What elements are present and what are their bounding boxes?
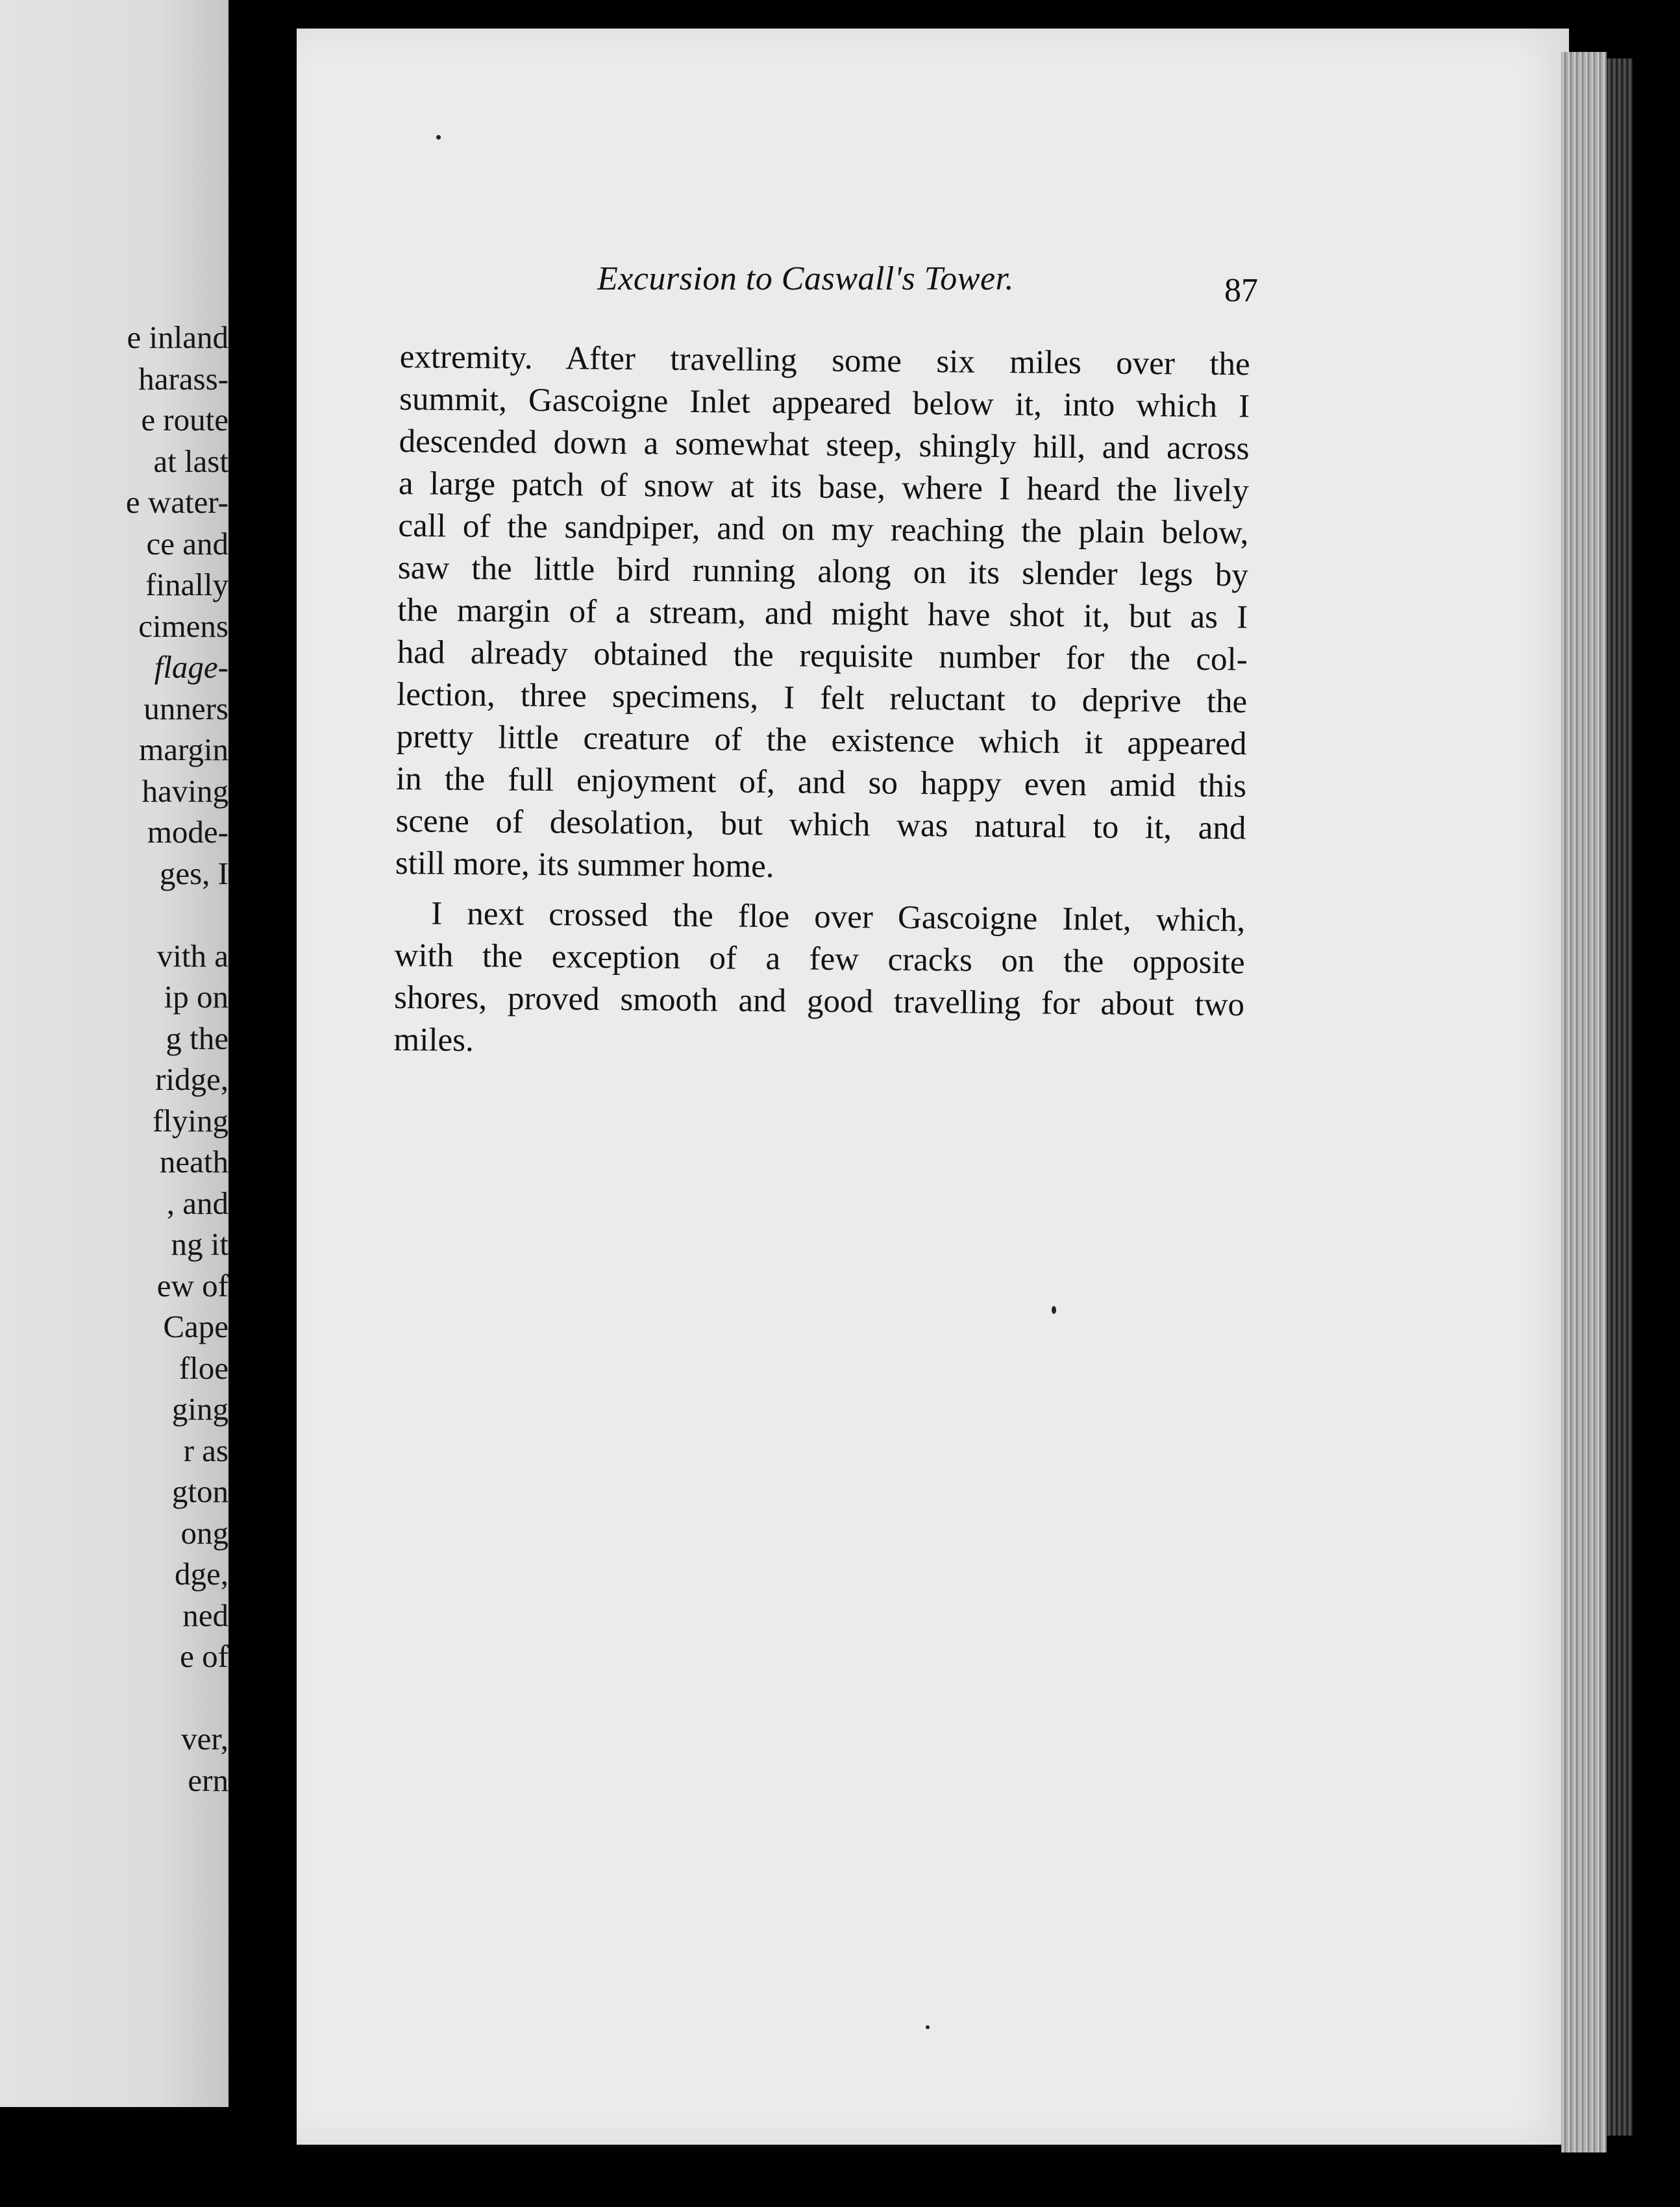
previous-page-line: unners (143, 690, 229, 726)
page-edges-shadow (1607, 58, 1633, 2136)
book-gutter (229, 0, 297, 2207)
previous-page-line: flage- (154, 649, 229, 685)
previous-page-line: cimens (138, 608, 229, 644)
text-line: with the exception of a few cracks on the opposite (394, 937, 1245, 981)
text-line: miles. (393, 1021, 475, 1059)
previous-page-line: e inland (127, 319, 229, 355)
previous-page-line: neath (159, 1144, 229, 1179)
ink-speck (1052, 1306, 1056, 1314)
text-line: call of the sandpiper, and on my reaching the plain below, (398, 507, 1249, 552)
ink-speck (436, 135, 441, 140)
previous-page-line (126, 1677, 229, 1719)
text-line: in the full enjoyment of, and so happy even amid this (395, 760, 1247, 805)
previous-page-line (126, 894, 229, 935)
previous-page-line: e route (141, 402, 229, 438)
paragraph (393, 893, 1245, 1068)
text-line: extremity. After travelling some six miles over the (399, 338, 1250, 383)
previous-page-line: e of (180, 1638, 229, 1674)
previous-page-line: ned (182, 1597, 229, 1633)
previous-page-line: ver, (181, 1721, 229, 1757)
previous-page-line: vith a (156, 937, 229, 974)
page-number: 87 (1224, 272, 1258, 309)
previous-page-line: e water- (125, 484, 229, 520)
previous-page-line: g the (166, 1020, 229, 1056)
paragraph (395, 336, 1250, 892)
previous-page-line: margin (139, 732, 229, 767)
previous-page-line: ip on (164, 979, 229, 1015)
text-line: shores, proved smooth and good travelling for about two (393, 979, 1245, 1024)
previous-page-line: gton (171, 1473, 229, 1509)
text-line: summit, Gascoigne Inlet appeared below it, into which I (399, 380, 1250, 425)
previous-page-line: harass- (138, 360, 229, 397)
previous-page-fragment (0, 0, 229, 2107)
previous-page-line: Cape (163, 1309, 229, 1344)
text-line: pretty little creature of the existence which it appeared (396, 718, 1247, 763)
text-line: the margin of a stream, and might have shot it, but as I (397, 591, 1248, 636)
running-head: Excursion to Caswall's Tower. (597, 260, 1015, 297)
text-line: had already obtained the requisite number for the col- (397, 634, 1248, 678)
text-line: saw the little bird running along on its slender legs by (397, 549, 1249, 594)
text-line: I next crossed the floe over Gascoigne Inlet, which, (430, 895, 1246, 939)
previous-page-line: finally (145, 567, 229, 602)
previous-page-text (126, 317, 229, 1801)
previous-page-line: floe (179, 1350, 229, 1386)
previous-page-line: ern (188, 1762, 229, 1798)
previous-page-line: r as (183, 1432, 229, 1468)
previous-page-line: mode- (147, 814, 229, 850)
text-line: a large patch of snow at its base, where I heard the lively (398, 465, 1250, 510)
previous-page-line: at last (153, 443, 229, 479)
previous-page-line: ce and (146, 525, 229, 561)
previous-page-line: ng it (171, 1226, 229, 1262)
previous-page-line: dge, (175, 1556, 229, 1592)
previous-page-line: ging (171, 1391, 229, 1427)
previous-page-line: flying (152, 1102, 229, 1139)
previous-page-line: ridge, (155, 1061, 229, 1097)
page-edges (1561, 52, 1607, 2152)
body-text (393, 336, 1250, 1068)
previous-page-line: ew of (156, 1267, 229, 1303)
previous-page-line: having (142, 772, 229, 809)
text-line: descended down a somewhat steep, shingly hill, and across (399, 423, 1250, 467)
previous-page-line: ong (180, 1514, 229, 1551)
text-line: scene of desolation, but which was natural to it, and (395, 802, 1246, 847)
ink-speck (926, 2025, 930, 2029)
previous-page-line: , and (166, 1185, 229, 1221)
previous-page-line: ges, I (159, 855, 229, 891)
text-line: lection, three specimens, I felt reluctant to deprive the (396, 676, 1248, 721)
text-line: still more, its summer home. (395, 845, 774, 885)
